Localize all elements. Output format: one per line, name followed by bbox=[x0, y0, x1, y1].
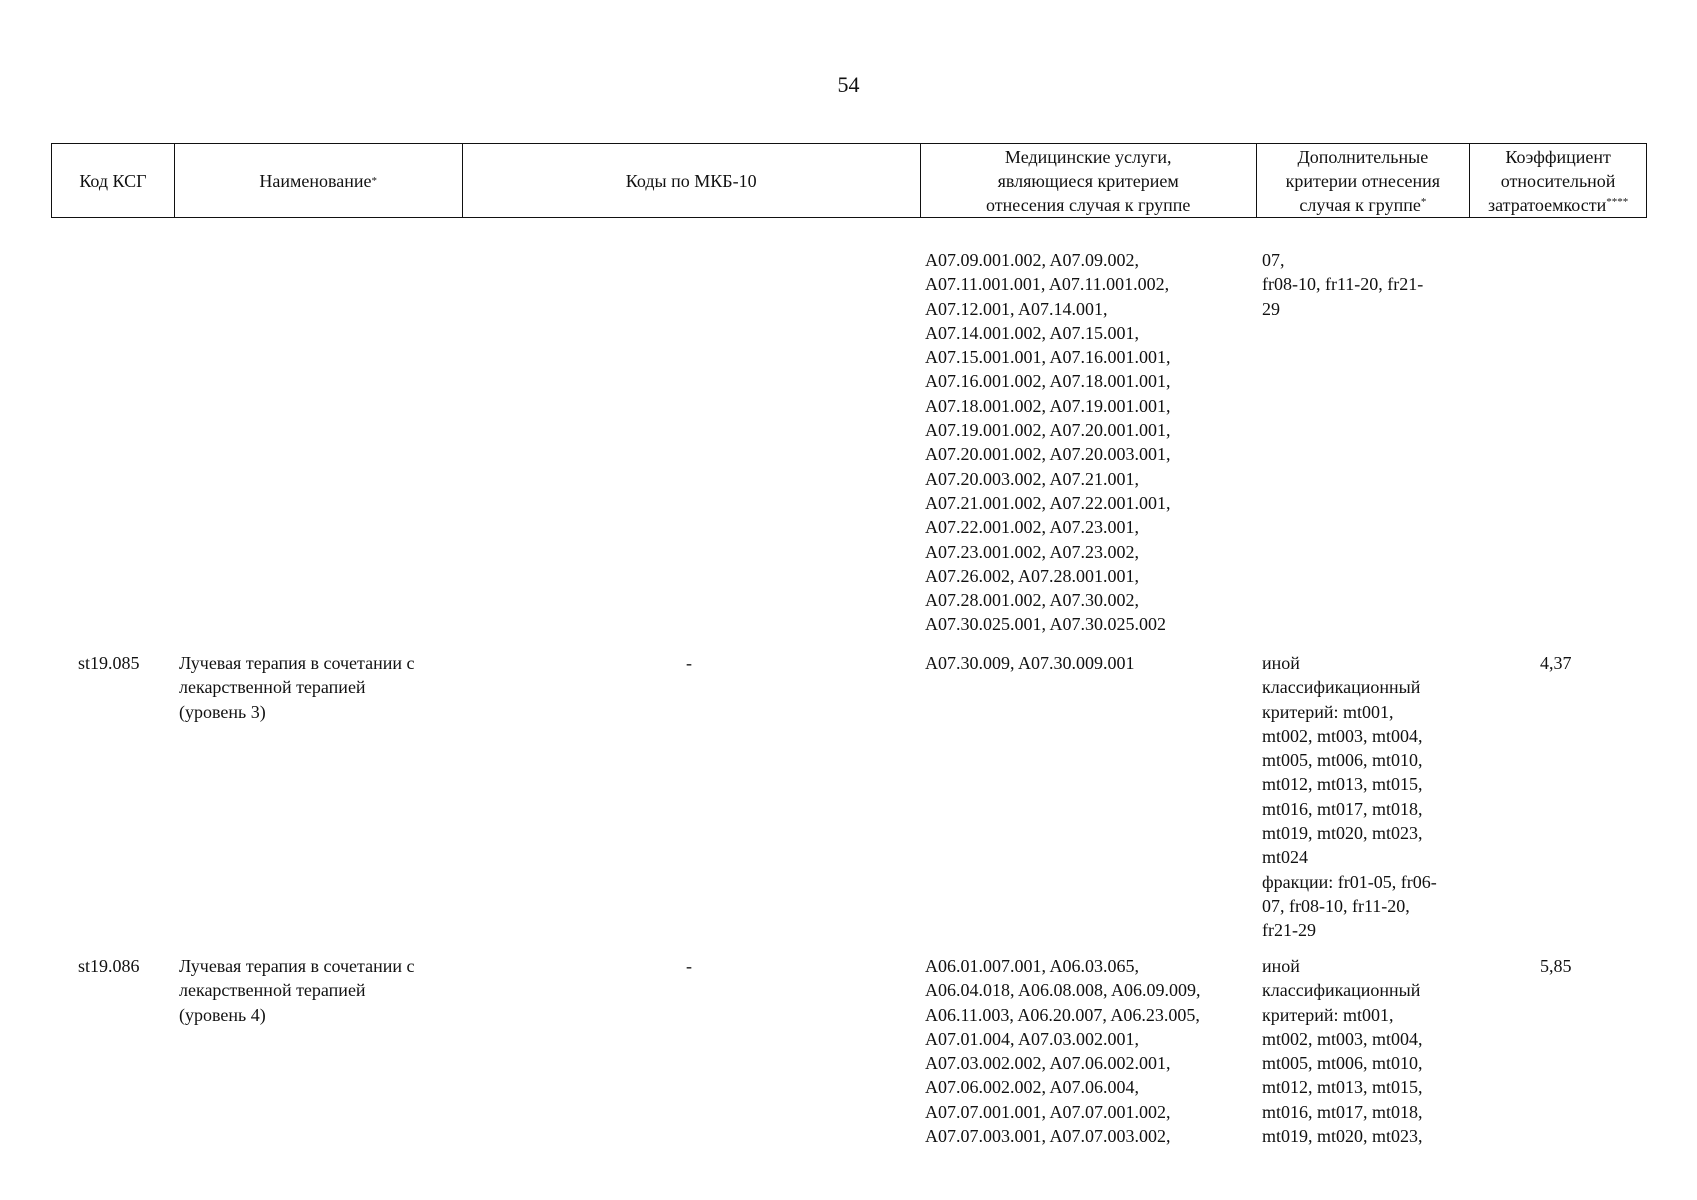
services-cell: A07.30.009, A07.30.009.001 bbox=[925, 653, 1135, 673]
header-code-label: Код КСГ bbox=[79, 170, 147, 191]
header-additional bbox=[1257, 144, 1471, 217]
additional-criteria-cell: иной классификационный критерий: mt001, mt002, mt003, mt004, mt005, mt006, mt010, mt012, mt013, mt015, mt016, mt017, mt018, mt019, mt020, mt023, mt024 фракции: fr01-05, fr06- 07, fr08-10, fr11-20, fr21-29 bbox=[1262, 653, 1437, 941]
header-mkb-label: Коды по МКБ-10 bbox=[625, 170, 757, 191]
coefficient-cell: 4,37 bbox=[1540, 653, 1572, 673]
table-header bbox=[51, 143, 1647, 218]
mkb-cell: - bbox=[686, 653, 692, 673]
mkb-cell: - bbox=[686, 956, 692, 976]
ksg-code-cell: st19.085 bbox=[78, 653, 140, 673]
ksg-code-cell: st19.086 bbox=[78, 956, 140, 976]
header-services bbox=[921, 144, 1257, 217]
header-code bbox=[52, 144, 175, 217]
header-mkb bbox=[463, 144, 921, 217]
additional-criteria-cell: иной классификационный критерий: mt001, mt002, mt003, mt004, mt005, mt006, mt010, mt012, mt013, mt015, mt016, mt017, mt018, mt019, mt020, mt023, bbox=[1262, 956, 1423, 1147]
services-cell: A06.01.007.001, A06.03.065, A06.04.018, A06.08.008, A06.09.009, A06.11.003, A06.20.007, A06.23.005, A07.01.004, A07.03.002.001, A07.03.002.002, A07.06.002.001, A07.06.002.002, A07.06.004, A07.07.001.001, A07.07.001.002, A07.07.003.001, A07.07.003.002, bbox=[925, 956, 1201, 1147]
coefficient-cell: 5,85 bbox=[1540, 956, 1572, 976]
services-cell: A07.09.001.002, A07.09.002, A07.11.001.001, A07.11.001.002, A07.12.001, A07.14.001, A07.14.001.002, A07.15.001, A07.15.001.001, A07.16.001.001, A07.16.001.002, A07.18.001.001, A07.18.001.002, A07.19.001.001, A07.19.001.002, A07.20.001.001, A07.20.001.002, A07.20.003.001, A07.20.003.002, A07.21.001, A07.21.001.002, A07.22.001.001, A07.22.001.002, A07.23.001, A07.23.001.002, A07.23.002, A07.26.002, A07.28.001.001, A07.28.001.002, A07.30.002, A07.30.025.001, A07.30.025.002 bbox=[925, 250, 1171, 635]
additional-criteria-cell: 07, fr08-10, fr11-20, fr21- 29 bbox=[1262, 250, 1424, 319]
header-additional-label: Дополнительные критерии отнесения случая к группе bbox=[1285, 146, 1441, 215]
footnote-mark: **** bbox=[1606, 195, 1629, 208]
header-name-label: Наименование bbox=[259, 170, 372, 191]
name-cell: Лучевая терапия в сочетании с лекарственной терапией (уровень 4) bbox=[179, 956, 415, 1025]
header-coefficient bbox=[1470, 144, 1646, 217]
header-name: Наименование * bbox=[175, 144, 463, 217]
header-coefficient-label: Коэффициент относительной затратоемкости bbox=[1488, 146, 1616, 215]
footnote-mark: * bbox=[1420, 195, 1427, 208]
name-cell: Лучевая терапия в сочетании с лекарственной терапией (уровень 3) bbox=[179, 653, 415, 722]
header-services-label: Медицинские услуги, являющиеся критерием отнесения случая к группе bbox=[986, 146, 1191, 215]
page-number: 54 bbox=[837, 72, 860, 97]
